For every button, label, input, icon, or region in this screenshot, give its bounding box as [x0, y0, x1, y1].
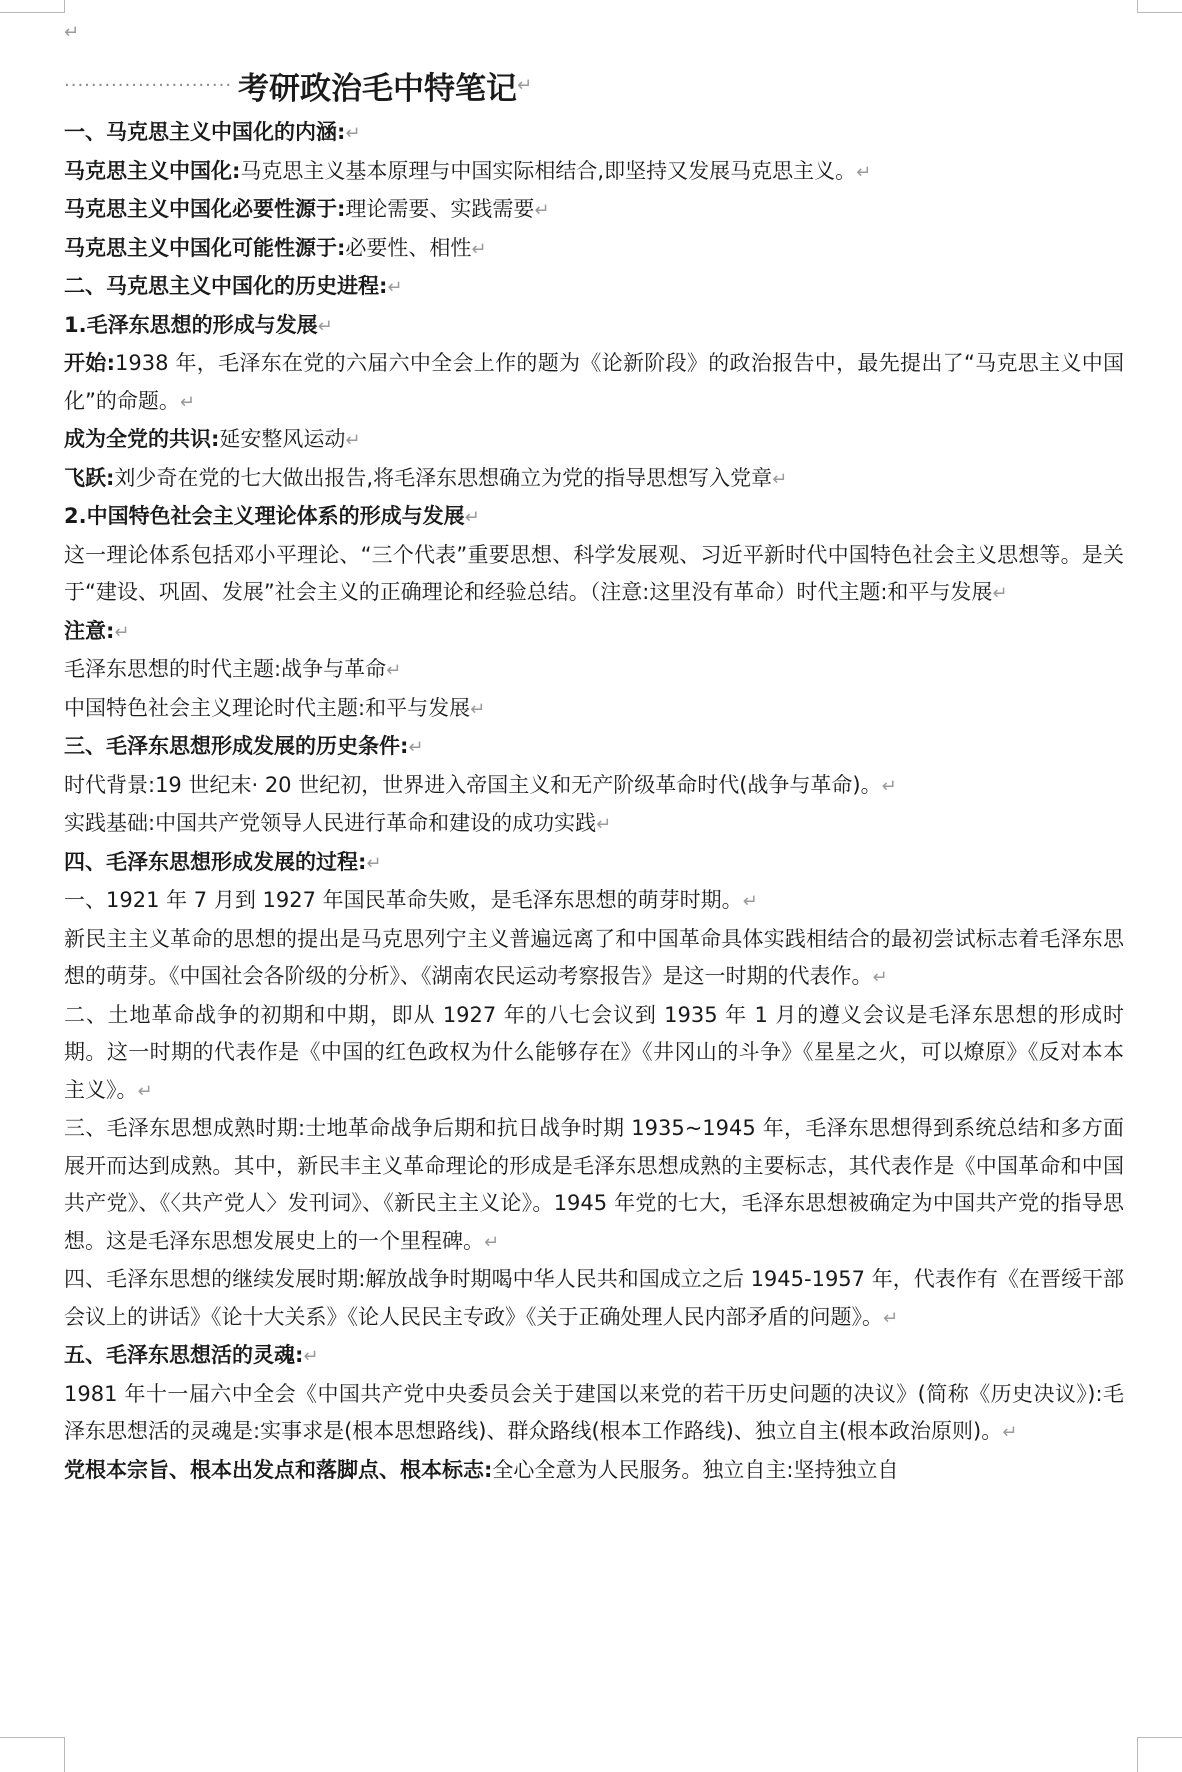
section-heading — [64, 728, 1124, 767]
heading-text: 1.毛泽东思想的形成与发展 — [64, 312, 318, 337]
document-body — [64, 114, 1124, 1489]
paragraph-text: 全心全意为人民服务。独立自主:坚持独立自 — [492, 1457, 899, 1482]
paragraph — [64, 153, 1124, 192]
paragraph-mark-icon: ↵ — [345, 123, 361, 144]
paragraph — [64, 1452, 1124, 1490]
section-heading — [64, 114, 1124, 153]
paragraph-mark-icon: ↵ — [464, 507, 480, 528]
paragraph — [64, 421, 1124, 460]
heading-text: 三、毛泽东思想形成发展的历史条件: — [64, 734, 409, 758]
title-row — [64, 56, 1124, 114]
empty-paragraph — [64, 16, 1124, 56]
paragraph-text: 四、毛泽东思想的继续发展时期:解放战争时期喝中华人民共和国成立之后 1945-1957 年，代表作有《在晋绥干部会议上的讲话》《论十大关系》《论人民民主专政》《关于正确处理人民内部矛盾的问题》。 — [64, 1267, 1124, 1329]
paragraph-mark-icon: ↵ — [596, 814, 612, 835]
paragraph-mark-icon: ↵ — [408, 737, 424, 758]
paragraph-mark-icon: ↵ — [883, 1307, 899, 1329]
paragraph-mark-icon: ↵ — [137, 1080, 153, 1102]
paragraph-mark-icon: ↵ — [317, 315, 333, 337]
section-heading — [64, 498, 1124, 537]
paragraph — [64, 191, 1124, 230]
paragraph — [64, 882, 1124, 921]
crop-mark-top-left — [0, 0, 65, 13]
paragraph-text: 一、1921 年 7 月到 1927 年国民革命失败，是毛泽东思想的萌芽时期。 — [64, 888, 743, 912]
paragraph — [64, 1110, 1124, 1261]
paragraph-mark-icon: ↵ — [179, 391, 195, 413]
section-heading — [64, 1337, 1124, 1376]
paragraph-text: 时代背景:19 世纪末· 20 世纪初，世界进入帝国主义和无产阶级革命时代(战争与革命)。 — [64, 772, 882, 797]
paragraph-mark-icon: ↵ — [471, 238, 487, 260]
paragraph-text: 刘少奇在党的七大做出报告,将毛泽东思想确立为党的指导思想写入党章 — [114, 465, 773, 490]
section-heading — [64, 268, 1124, 307]
paragraph-text: 这一理论体系包括邓小平理论、“三个代表”重要思想、科学发展观、习近平新时代中国特色社会主义思想等。是关于“建设、巩固、发展”社会主义的正确理论和经验总结。（注意:这里没有革命）时代主题:和平与发展 — [64, 542, 1124, 604]
paragraph-mark-icon: ↵ — [517, 74, 533, 96]
crop-mark-bottom-left — [0, 1737, 65, 1772]
heading-text: 五、毛泽东思想活的灵魂: — [64, 1343, 304, 1367]
paragraph — [64, 805, 1124, 844]
heading-text: 二、马克思主义中国化的历史进程: — [64, 274, 388, 298]
paragraph-text: 1938 年，毛泽东在党的六届六中全会上作的题为《论新阶段》的政治报告中，最先提出了“马克思主义中国化”的命题。 — [64, 351, 1124, 413]
paragraph-text: 三、毛泽东思想成熟时期:士地革命战争后期和抗日战争时期 1935~1945 年，毛泽东思想得到系统总结和多方面展开而达到成熟。其中，新民丰主义革命理论的形成是毛泽东思想成熟的主要标志，其代表作是《中国革命和中国共产党》、《〈共产党人〉发刊词》、《新民主主义论》。1945 年党的七大，毛泽东思想被确定为中国共产党的指导思想。这是毛泽东思想发展史上的一个里程碑。 — [64, 1116, 1124, 1253]
paragraph-text: 延安整风运动 — [219, 427, 346, 451]
paragraph-mark-icon: ↵ — [345, 430, 361, 451]
section-heading — [64, 307, 1124, 346]
paragraph — [64, 690, 1124, 729]
paragraph-text: 毛泽东思想的时代主题:战争与革命 — [64, 657, 387, 681]
heading-text: 一、马克思主义中国化的内涵: — [64, 120, 346, 144]
paragraph-mark-icon: ↵ — [64, 22, 80, 43]
section-heading — [64, 844, 1124, 883]
paragraph-mark-icon: ↵ — [484, 1231, 500, 1253]
paragraph — [64, 997, 1124, 1111]
paragraph-mark-icon: ↵ — [872, 967, 888, 988]
paragraph — [64, 1376, 1124, 1452]
paragraph-text: 新民主主义革命的思想的提出是马克思列宁主义普遍远离了和中国革命具体实践相结合的最初尝试标志着毛泽东思想的萌芽。《中国社会各阶级的分析》、《湖南农民运动考察报告》是这一时期的代表作。 — [64, 926, 1124, 988]
bold-lead-term: 马克思主义中国化: — [64, 158, 241, 183]
bold-lead-term: 马克思主义中国化必要性源于: — [64, 197, 346, 221]
paragraph — [64, 230, 1124, 269]
bold-lead-term: 成为全党的共识: — [64, 427, 220, 451]
paragraph-text: 中国特色社会主义理论时代主题:和平与发展 — [64, 695, 471, 720]
paragraph — [64, 651, 1124, 690]
paragraph-mark-icon: ↵ — [1002, 1422, 1018, 1443]
paragraph-text: 理论需要、实践需要 — [345, 197, 535, 221]
heading-text: 注意: — [64, 618, 115, 643]
heading-text: 2.中国特色社会主义理论体系的形成与发展 — [64, 504, 465, 528]
paragraph — [64, 460, 1124, 499]
paragraph — [64, 537, 1124, 613]
paragraph-text: 实践基础:中国共产党领导人民进行革命和建设的成功实践 — [64, 811, 597, 835]
crop-mark-bottom-right — [1137, 1737, 1182, 1772]
paragraph — [64, 767, 1124, 806]
paragraph-mark-icon: ↵ — [386, 660, 402, 681]
heading-text: 四、毛泽东思想形成发展的过程: — [64, 849, 367, 874]
paragraph-text: 必要性、相性 — [345, 235, 472, 260]
paragraph-mark-icon: ↵ — [742, 891, 758, 912]
paragraph-mark-icon: ↵ — [881, 775, 897, 797]
paragraph-mark-icon: ↵ — [470, 698, 486, 720]
paragraph — [64, 345, 1124, 421]
bold-lead-term: 飞跃: — [64, 465, 115, 490]
paragraph-mark-icon: ↵ — [534, 200, 550, 221]
paragraph-mark-icon: ↵ — [992, 583, 1008, 604]
paragraph — [64, 921, 1124, 997]
bold-lead-term: 马克思主义中国化可能性源于: — [64, 235, 346, 260]
document-page — [64, 16, 1124, 1489]
paragraph-text: 马克思主义基本原理与中国实际相结合,即坚持又发展马克思主义。 — [240, 158, 857, 183]
paragraph-mark-icon: ↵ — [303, 1346, 319, 1367]
document-title: 考研政治毛中特笔记 — [238, 70, 518, 107]
paragraph-mark-icon: ↵ — [114, 621, 130, 643]
paragraph — [64, 1261, 1124, 1337]
paragraph-mark-icon: ↵ — [366, 852, 382, 874]
crop-mark-top-right — [1137, 0, 1182, 13]
paragraph-mark-icon: ↵ — [772, 468, 788, 490]
bold-lead-term: 党根本宗旨、根本出发点和落脚点、根本标志: — [64, 1457, 493, 1482]
paragraph-text: 二、土地革命战争的初期和中期，即从 1927 年的八七会议到 1935 年 1 月的遵义会议是毛泽东思想的形成时期。这一时期的代表作是《中国的红色政权为什么能够存在》《井冈山的斗争》《星星之火，可以燎原》《反对本本主义》。 — [64, 1002, 1124, 1102]
bold-lead-term: 开始: — [64, 351, 116, 375]
section-heading — [64, 613, 1124, 652]
paragraph-text: 1981 年十一届六中全会《中国共产党中央委员会关于建国以来党的若干历史问题的决议》(简称《历史决议》):毛泽东思想活的灵魂是:实事求是(根本思想路线)、群众路线(根本工作路线)、独立自主(根本政治原则)。 — [64, 1381, 1124, 1443]
paragraph-mark-icon: ↵ — [856, 161, 872, 183]
title-leader-dots: ························· — [64, 74, 233, 96]
paragraph-mark-icon: ↵ — [387, 277, 403, 298]
